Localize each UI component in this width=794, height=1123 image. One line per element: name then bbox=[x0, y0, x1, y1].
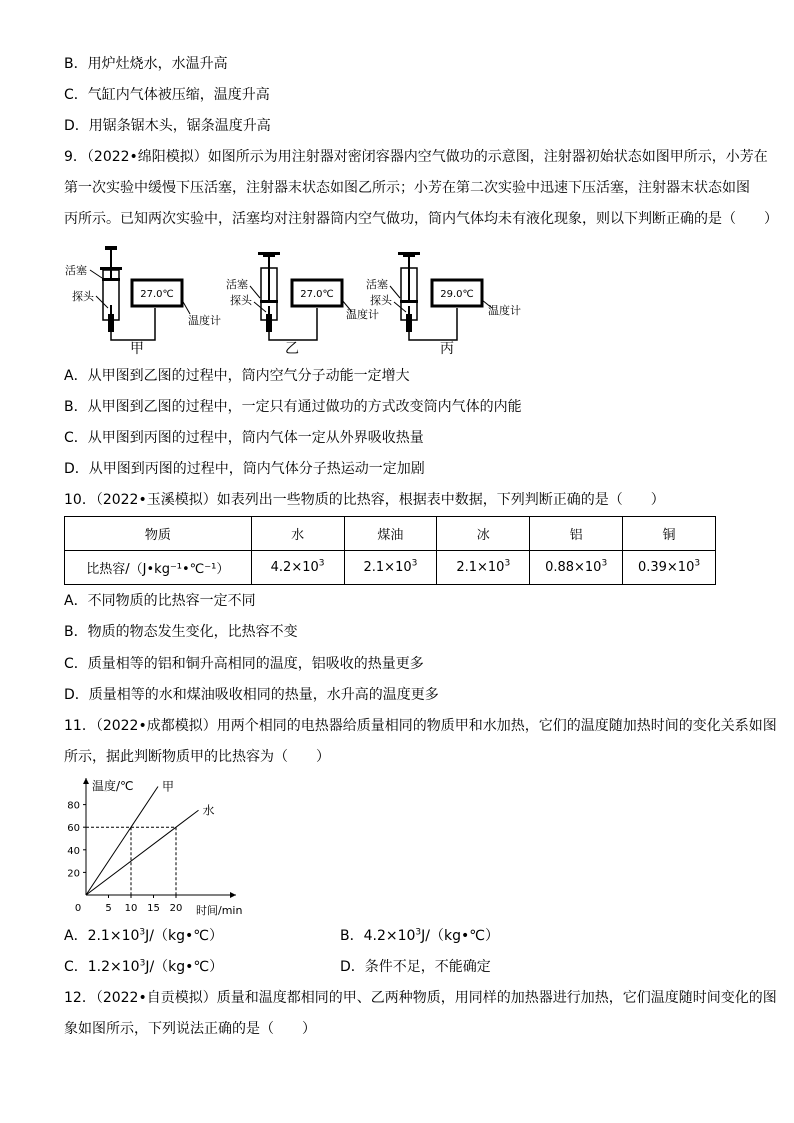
table-substance: 铜 bbox=[623, 517, 716, 551]
q10-option-b: B．物质的物态发生变化，比热容不变 bbox=[64, 624, 298, 640]
q11-option-b-unit: J/（kg•℃） bbox=[421, 928, 499, 944]
x-tick-label: 20 bbox=[169, 903, 183, 914]
table-row-label: 比热容/（J•kg⁻¹•℃⁻¹） bbox=[65, 551, 252, 585]
x-tick-label: 5 bbox=[105, 903, 112, 914]
q11-option-a-exponent: 3 bbox=[139, 927, 146, 938]
thermometer-reading-yi: 27.0℃ bbox=[300, 289, 334, 300]
q8-option-b: B．用炉灶烧水，水温升高 bbox=[64, 56, 228, 72]
temperature-time-chart bbox=[60, 772, 260, 922]
table-header-row bbox=[65, 517, 716, 551]
table-exponent: 3 bbox=[504, 558, 511, 569]
table-cell bbox=[437, 551, 530, 585]
q11-option-a-text: A．2.1×10 bbox=[64, 928, 140, 944]
table-substance: 冰 bbox=[437, 517, 530, 551]
table-substance: 水 bbox=[251, 517, 344, 551]
x-tick-label: 10 bbox=[124, 903, 138, 914]
thermometer-reading-jia: 27.0℃ bbox=[140, 289, 174, 300]
table-cell bbox=[251, 551, 344, 585]
q9-option-a: A．从甲图到乙图的过程中，筒内空气分子动能一定增大 bbox=[64, 368, 410, 384]
q11-option-c-unit: J/（kg•℃） bbox=[145, 959, 224, 975]
q9-stem-line2: 第一次实验中缓慢下压活塞，注射器末状态如图乙所示；小芳在第二次实验中迅速下压活塞，注射器末状态如图 bbox=[64, 180, 750, 196]
label-thermometer-yi: 温度计 bbox=[346, 308, 379, 321]
label-piston-bing: 活塞 bbox=[366, 278, 388, 291]
q11-option-c-text: C．1.2×10 bbox=[64, 959, 140, 975]
label-piston-jia: 活塞 bbox=[65, 264, 87, 277]
series-label: 甲 bbox=[162, 779, 175, 794]
table-value: 0.39×10 bbox=[637, 560, 695, 575]
q11-option-a bbox=[64, 926, 223, 946]
table-cell bbox=[530, 551, 623, 585]
specific-heat-table bbox=[64, 516, 716, 585]
q9-option-d: D．从甲图到丙图的过程中，筒内气体分子热运动一定加剧 bbox=[64, 461, 425, 477]
q11-option-b-exponent: 3 bbox=[415, 927, 422, 938]
table-value: 2.1×10 bbox=[363, 560, 412, 575]
label-probe-yi: 探头 bbox=[230, 294, 252, 307]
q12-stem-line2: 象如图所示，下列说法正确的是（ ） bbox=[64, 1021, 316, 1037]
table-value-row bbox=[65, 551, 716, 585]
q8-option-d: D．用锯条锯木头，锯条温度升高 bbox=[64, 118, 271, 134]
y-tick-label: 20 bbox=[67, 868, 80, 880]
q11-option-b bbox=[340, 926, 499, 946]
table-exponent: 3 bbox=[318, 558, 325, 569]
table-cell bbox=[344, 551, 437, 585]
table-substance: 铝 bbox=[530, 517, 623, 551]
q10-option-d: D．质量相等的水和煤油吸收相同的热量，水升高的温度更多 bbox=[64, 687, 439, 703]
thermometer-reading-bing: 29.0℃ bbox=[440, 289, 474, 300]
y-tick-label: 80 bbox=[67, 800, 80, 812]
table-cell bbox=[623, 551, 716, 585]
syringe-panel-yi bbox=[226, 252, 379, 357]
table-exponent: 3 bbox=[601, 558, 608, 569]
q10-option-a: A．不同物质的比热容一定不同 bbox=[64, 593, 256, 609]
q11-option-c bbox=[64, 957, 223, 977]
q11-stem-line1: 11．（2022•成都模拟）用两个相同的电热器给质量相同的物质甲和水加热，它们的温度随加热时间的变化关系如图 bbox=[64, 718, 777, 734]
q9-stem-line1: 9．（2022•绵阳模拟）如图所示为用注射器对密闭容器内空气做功的示意图，注射器初始状态如图甲所示，小芳在 bbox=[64, 149, 768, 165]
q10-stem: 10．（2022•玉溪模拟）如表列出一些物质的比热容，根据表中数据，下列判断正确的是（ ） bbox=[64, 492, 665, 508]
q10-option-c: C．质量相等的铝和铜升高相同的温度，铝吸收的热量更多 bbox=[64, 656, 424, 672]
q12-stem-line1: 12．（2022•自贡模拟）质量和温度都相同的甲、乙两种物质，用同样的加热器进行加热，它们温度随时间变化的图 bbox=[64, 990, 777, 1006]
series-line bbox=[86, 787, 158, 895]
caption-yi: 乙 bbox=[285, 341, 299, 357]
label-thermometer-jia: 温度计 bbox=[188, 314, 221, 327]
label-probe-bing: 探头 bbox=[370, 294, 392, 307]
q9-option-c: C．从甲图到丙图的过程中，筒内气体一定从外界吸收热量 bbox=[64, 430, 424, 446]
table-header-label: 物质 bbox=[65, 517, 252, 551]
label-probe-jia: 探头 bbox=[72, 290, 94, 303]
label-thermometer-bing: 温度计 bbox=[488, 304, 521, 317]
series-line bbox=[86, 810, 199, 895]
y-tick-label: 40 bbox=[67, 845, 80, 857]
q9-stem-line3: 丙所示。已知两次实验中，活塞均对注射器筒内空气做功，筒内气体均未有液化现象，则以下判断正确的是（ ） bbox=[64, 211, 778, 227]
q11-option-b-text: B．4.2×10 bbox=[340, 928, 416, 944]
x-tick-label: 15 bbox=[147, 903, 160, 914]
label-piston-yi: 活塞 bbox=[226, 278, 248, 291]
q11-option-d: D．条件不足，不能确定 bbox=[340, 959, 491, 975]
q11-option-c-exponent: 3 bbox=[139, 958, 146, 969]
x-tick-label: 0 bbox=[74, 903, 82, 914]
table-exponent: 3 bbox=[411, 558, 418, 569]
syringe-figure bbox=[60, 240, 540, 358]
caption-bing: 丙 bbox=[440, 341, 454, 357]
syringe-panel-bing bbox=[366, 252, 521, 357]
q9-option-b: B．从甲图到乙图的过程中，一定只有通过做功的方式改变筒内气体的内能 bbox=[64, 399, 522, 415]
table-exponent: 3 bbox=[694, 558, 701, 569]
syringe-panel-jia bbox=[65, 246, 221, 357]
q11-option-a-unit: J/（kg•℃） bbox=[145, 928, 223, 944]
table-value: 4.2×10 bbox=[270, 560, 319, 575]
q11-stem-line2: 所示，据此判断物质甲的比热容为（ ） bbox=[64, 749, 330, 765]
y-tick-label: 60 bbox=[67, 823, 80, 835]
caption-jia: 甲 bbox=[130, 341, 144, 357]
table-substance: 煤油 bbox=[344, 517, 437, 551]
q8-option-c: C．气缸内气体被压缩，温度升高 bbox=[64, 87, 270, 103]
table-value: 2.1×10 bbox=[456, 560, 505, 575]
y-axis-label: 温度/℃ bbox=[92, 779, 134, 793]
series-label: 水 bbox=[202, 803, 215, 818]
table-value: 0.88×10 bbox=[545, 560, 602, 575]
x-axis-label: 时间/min bbox=[196, 904, 243, 917]
